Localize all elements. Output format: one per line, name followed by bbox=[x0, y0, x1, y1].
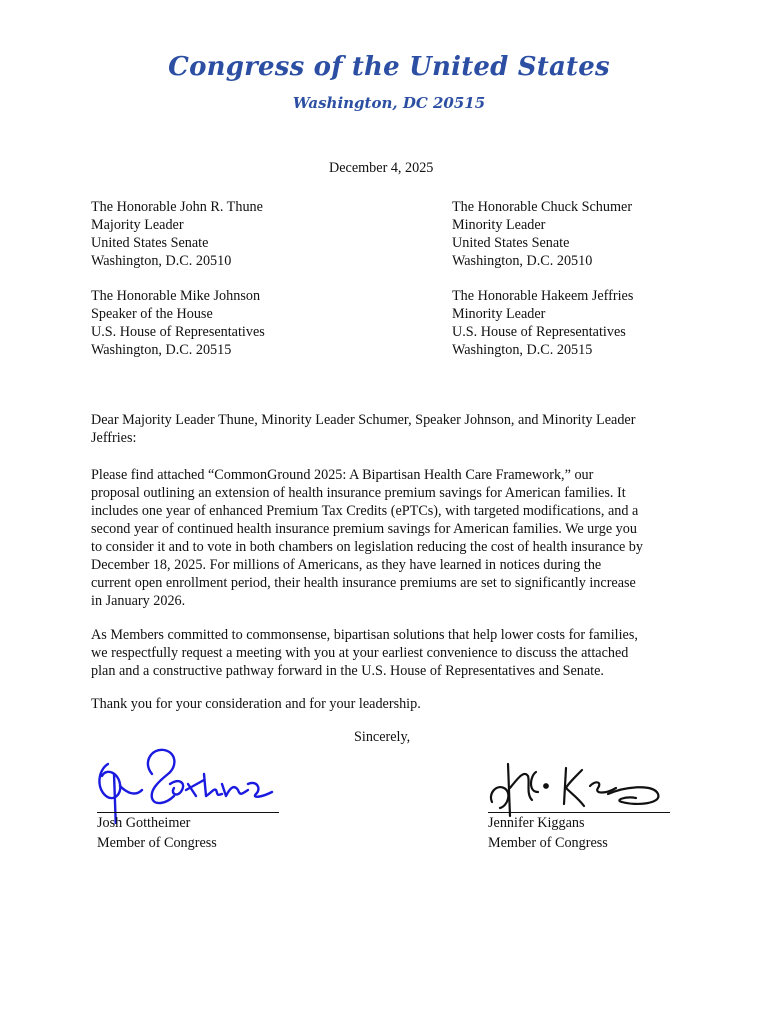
letterhead-subtitle: Washington, DC 20515 bbox=[292, 94, 486, 112]
paragraph-line: includes one year of enhanced Premium Tax Credits (ePTCs), with targeted modifications, and a bbox=[91, 503, 639, 519]
addressee-line: U.S. House of Representatives bbox=[91, 324, 265, 340]
signature-line-kiggans bbox=[488, 812, 670, 813]
body-paragraph-2 bbox=[91, 626, 691, 680]
salutation bbox=[91, 411, 691, 447]
signature-kiggans bbox=[486, 758, 671, 818]
addressee-line: The Honorable Hakeem Jeffries bbox=[452, 288, 634, 304]
addressee-block-jeffries bbox=[452, 287, 633, 359]
signer-role-kiggans: Member of Congress bbox=[488, 835, 608, 851]
paragraph-line: proposal outlining an extension of health insurance premium savings for American families. It bbox=[91, 485, 626, 501]
paragraph-line: to consider it and to vote in both chambers on legislation reducing the cost of health insurance by bbox=[91, 539, 643, 555]
addressee-line: The Honorable Mike Johnson bbox=[91, 288, 261, 304]
addressee-block-schumer bbox=[452, 198, 632, 270]
signer-name-kiggans: Jennifer Kiggans bbox=[488, 815, 585, 831]
addressee-block-thune bbox=[91, 198, 263, 270]
paragraph-line: second year of continued health insurance premium savings for American families. We urge you bbox=[91, 521, 637, 537]
signer-role-gottheimer: Member of Congress bbox=[97, 835, 217, 851]
addressee-line: U.S. House of Representatives bbox=[452, 324, 626, 340]
addressee-line: Minority Leader bbox=[452, 306, 546, 322]
addressee-line: United States Senate bbox=[452, 235, 570, 251]
addressee-line: Washington, D.C. 20510 bbox=[452, 253, 593, 269]
paragraph-line: we respectfully request a meeting with you at your earliest convenience to discuss the attached bbox=[91, 645, 629, 661]
addressee-line: Speaker of the House bbox=[91, 306, 213, 322]
paragraph-line: Please find attached “CommonGround 2025: A Bipartisan Health Care Framework,” our bbox=[91, 467, 594, 483]
paragraph-line: December 18, 2025. For millions of Americans, as they have learned in notices during the bbox=[91, 557, 602, 573]
addressee-line: Washington, D.C. 20515 bbox=[91, 342, 232, 358]
salutation-line: Jeffries: bbox=[91, 430, 137, 446]
paragraph-line: Thank you for your consideration and for your leadership. bbox=[91, 696, 421, 712]
addressee-line: The Honorable John R. Thune bbox=[91, 199, 263, 215]
signature-line-gottheimer bbox=[97, 812, 279, 813]
letterhead-title: Congress of the United States bbox=[168, 52, 610, 82]
addressee-block-johnson bbox=[91, 287, 265, 359]
paragraph-line: in January 2026. bbox=[91, 593, 186, 609]
addressee-line: Majority Leader bbox=[91, 217, 184, 233]
addressee-line: Washington, D.C. 20510 bbox=[91, 253, 232, 269]
signer-name-gottheimer: Josh Gottheimer bbox=[97, 815, 191, 831]
body-paragraph-1 bbox=[91, 466, 691, 610]
body-paragraph-3 bbox=[91, 695, 691, 713]
addressee-line: The Honorable Chuck Schumer bbox=[452, 199, 633, 215]
closing: Sincerely, bbox=[354, 729, 411, 745]
paragraph-line: plan and a constructive pathway forward in the U.S. House of Representatives and Senate. bbox=[91, 663, 604, 679]
addressee-line: Washington, D.C. 20515 bbox=[452, 342, 593, 358]
addressee-line: United States Senate bbox=[91, 235, 209, 251]
letter-date: December 4, 2025 bbox=[329, 160, 434, 176]
salutation-line: Dear Majority Leader Thune, Minority Leader Schumer, Speaker Johnson, and Minority Leader bbox=[91, 412, 636, 428]
paragraph-line: current open enrollment period, their health insurance premiums are set to significantly increase bbox=[91, 575, 636, 591]
addressee-line: Minority Leader bbox=[452, 217, 546, 233]
paragraph-line: As Members committed to commonsense, bipartisan solutions that help lower costs for families, bbox=[91, 627, 638, 643]
